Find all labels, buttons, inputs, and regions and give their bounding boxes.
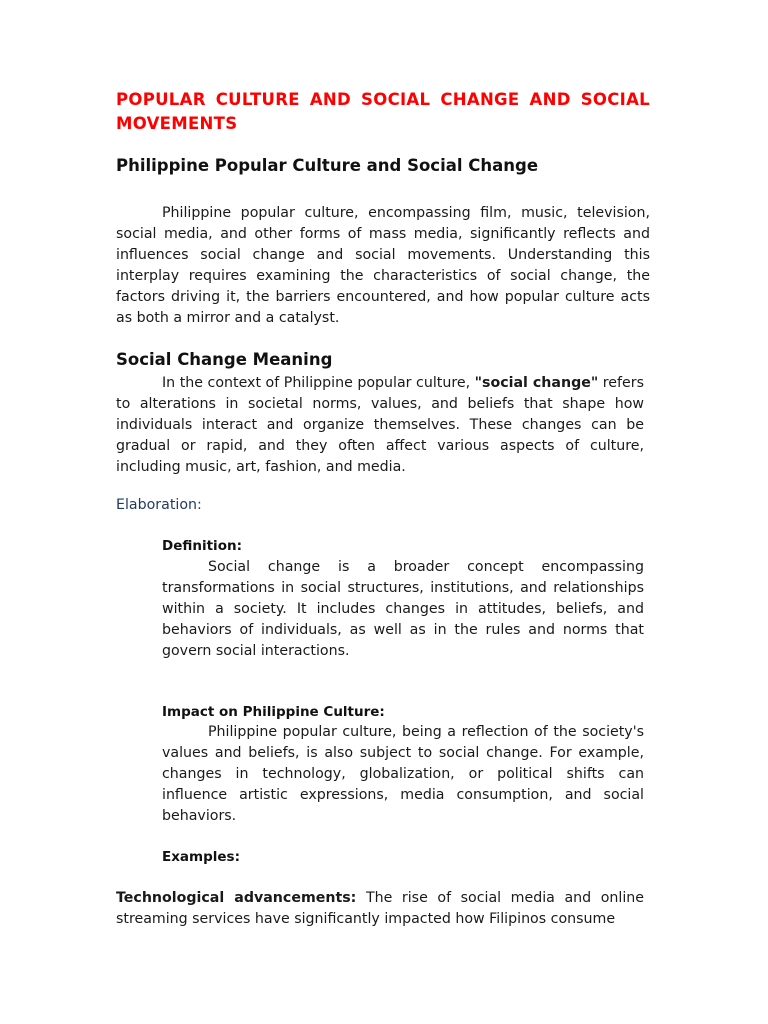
- definition-paragraph: [162, 557, 644, 662]
- impact-heading: Impact on Philippine Culture:: [162, 704, 385, 720]
- tech-advancements-label: Technological advancements:: [116, 890, 357, 906]
- examples-heading: Examples:: [162, 849, 240, 865]
- social-change-meaning-paragraph: [116, 373, 644, 478]
- intro-paragraph-text: Philippine popular culture, encompassing film, music, television, social media, and other forms of mass media, significantly reflects and influences social change and social movements. Understanding this interplay requires examining the characteristics of social change, the factors driving it, the barriers encountered, and how popular culture acts as both a mirror and a catalyst.: [116, 205, 650, 326]
- tech-advancements-text: The rise of social media and online streaming services have significantly impacted how Filipinos consume: [116, 890, 644, 927]
- social-change-term: "social change": [474, 375, 599, 391]
- definition-heading: Definition:: [162, 538, 242, 554]
- definition-text: Social change is a broader concept encompassing transformations in social structures, institutions, and relationships within a society. It includes changes in attitudes, beliefs, and behaviors of individuals, as well as in the rules and norms that govern social interactions.: [162, 559, 644, 659]
- elaboration-label: Elaboration:: [116, 497, 202, 513]
- section-heading-social-change-meaning: Social Change Meaning: [116, 350, 333, 369]
- meaning-text-before: In the context of Philippine popular culture,: [162, 375, 475, 391]
- tech-advancements-paragraph: [116, 888, 644, 930]
- section-heading-popular-culture: Philippine Popular Culture and Social Change: [116, 156, 539, 175]
- impact-paragraph: [162, 722, 644, 827]
- document-title: POPULAR CULTURE AND SOCIAL CHANGE AND SOCIAL MOVEMENTS: [116, 90, 650, 133]
- meaning-text-after: refers to alterations in societal norms, values, and beliefs that shape how individuals interact and organize themselves. These changes can be gradual or rapid, and they often affect various aspects of culture, including music, art, fashion, and media.: [116, 375, 644, 475]
- impact-text: Philippine popular culture, being a reflection of the society's values and beliefs, is also subject to social change. For example, changes in technology, globalization, or political shifts can influence artistic expressions, media consumption, and social behaviors.: [162, 724, 644, 824]
- intro-paragraph: [116, 203, 650, 329]
